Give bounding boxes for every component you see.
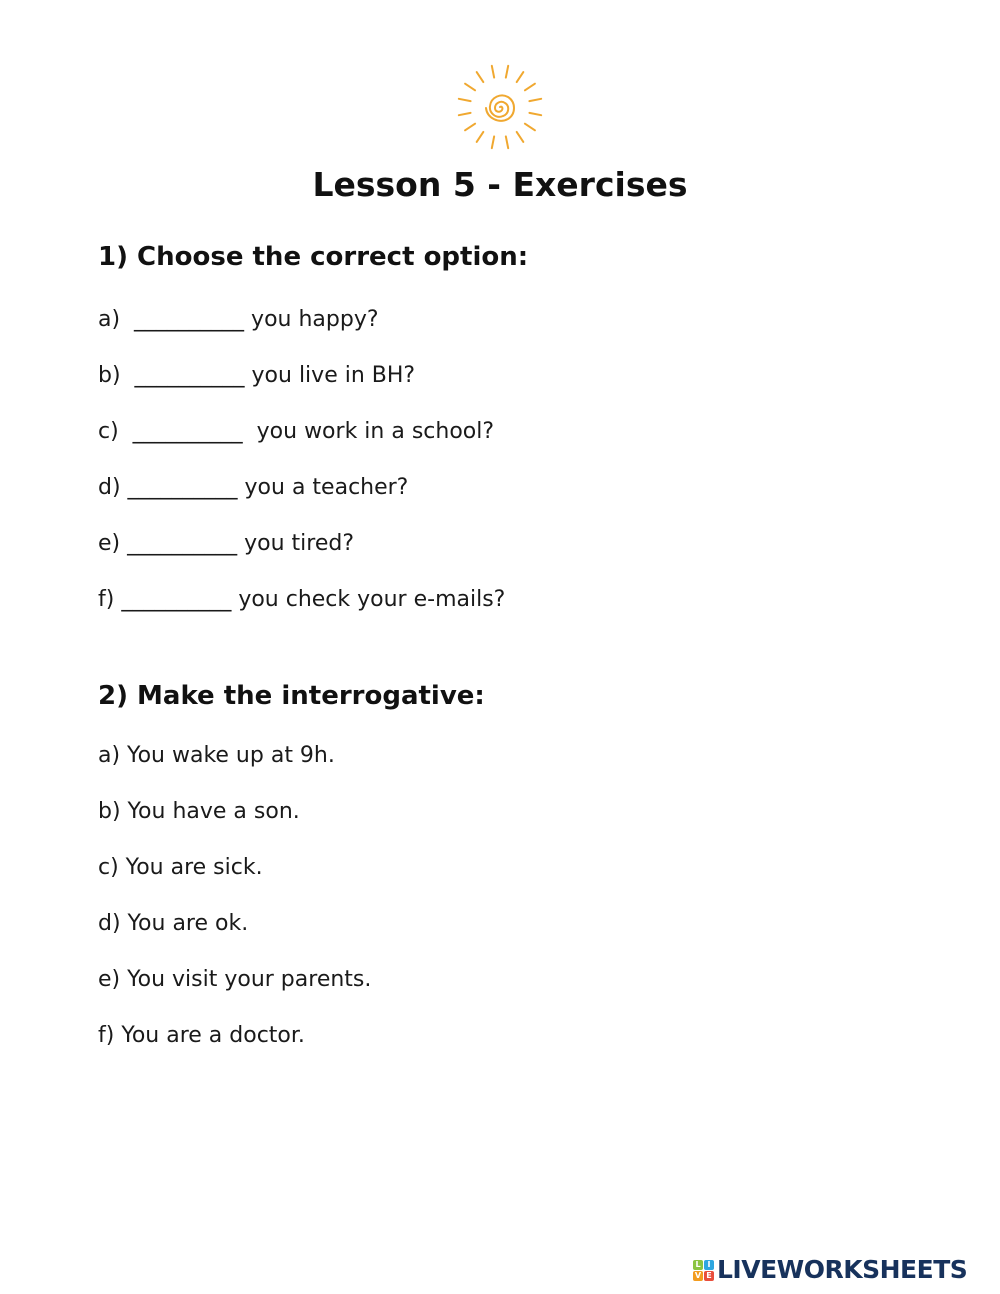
section1-item-c: c) __________ you work in a school? xyxy=(98,419,495,444)
sun-ray xyxy=(465,84,475,91)
sun-ray xyxy=(492,66,494,78)
liveworksheets-logo-mark xyxy=(693,1260,714,1281)
logo-mark-e: E xyxy=(704,1271,714,1281)
section2-item-c: c) You are sick. xyxy=(98,855,263,880)
section2-heading: 2) Make the interrogative: xyxy=(98,681,485,711)
sun-ray xyxy=(525,124,535,131)
sun-icon xyxy=(455,62,545,152)
sun-ray xyxy=(506,66,508,78)
sun-ray xyxy=(492,136,494,148)
logo-mark-i: I xyxy=(704,1260,714,1270)
liveworksheets-logo xyxy=(693,1255,967,1285)
sun-ray xyxy=(529,113,541,115)
logo-mark-l: L xyxy=(693,1260,703,1270)
sun-ray xyxy=(459,113,471,115)
section1-item-d: d) __________ you a teacher? xyxy=(98,475,409,500)
section1-item-f: f) __________ you check your e-mails? xyxy=(98,587,506,612)
section2-item-d: d) You are ok. xyxy=(98,911,249,936)
sun-ray xyxy=(525,84,535,91)
section2-item-b: b) You have a son. xyxy=(98,799,300,824)
section1-item-b: b) __________ you live in BH? xyxy=(98,363,416,388)
sun-ray xyxy=(529,99,541,101)
sun-ray xyxy=(517,132,524,142)
section1-item-a: a) __________ you happy? xyxy=(98,307,379,332)
sun-ray xyxy=(459,99,471,101)
sun-ray xyxy=(477,132,484,142)
sun-ray xyxy=(465,124,475,131)
section1-heading: 1) Choose the correct option: xyxy=(98,242,529,272)
section2-item-a: a) You wake up at 9h. xyxy=(98,743,335,768)
sun-ray xyxy=(506,136,508,148)
page-title: Lesson 5 - Exercises xyxy=(312,165,688,204)
section2-item-f: f) You are a doctor. xyxy=(98,1023,305,1048)
sun-ray xyxy=(517,72,524,82)
section2-item-e: e) You visit your parents. xyxy=(98,967,372,992)
liveworksheets-logo-text: LIVEWORKSHEETS xyxy=(717,1255,968,1284)
logo-mark-v: V xyxy=(694,1270,702,1280)
section1-item-e: e) __________ you tired? xyxy=(98,531,354,556)
sun-ray xyxy=(477,72,484,82)
